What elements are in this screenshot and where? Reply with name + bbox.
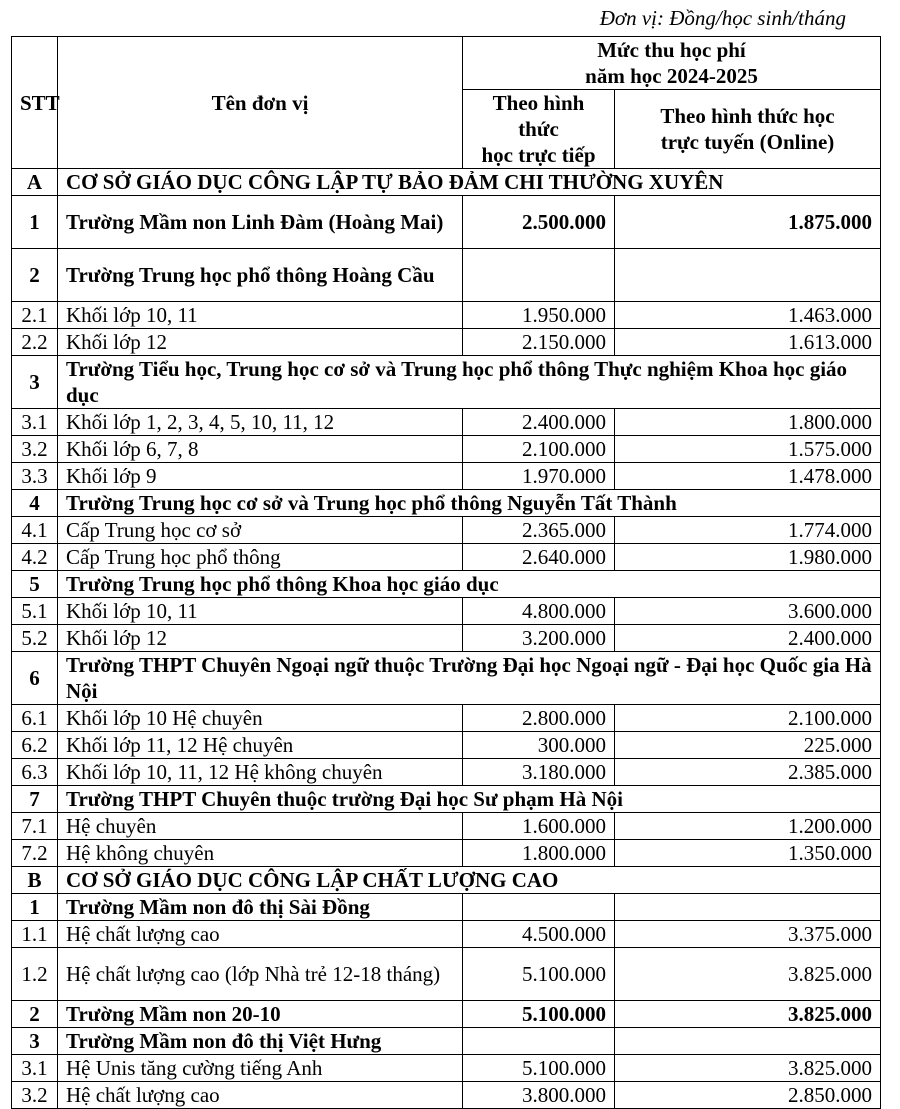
table-row [12, 409, 881, 436]
table-row [12, 625, 881, 652]
row-fee-online: 1.774.000 [615, 517, 881, 544]
row-stt: 4.2 [12, 544, 58, 571]
row-unit-name: Hệ chất lượng cao [58, 1082, 463, 1109]
row-stt: 6.3 [12, 759, 58, 786]
row-unit-name: Hệ chất lượng cao (lớp Nhà trẻ 12-18 tháng) [58, 948, 463, 1001]
row-stt: 3.1 [12, 1055, 58, 1082]
row-unit-name: Khối lớp 10, 11 [58, 302, 463, 329]
row-unit-name: Trường Mầm non Linh Đàm (Hoàng Mai) [58, 196, 463, 249]
row-fee-direct: 2.365.000 [463, 517, 615, 544]
row-stt: 2.1 [12, 302, 58, 329]
row-fee-online: 3.375.000 [615, 921, 881, 948]
row-fee-direct [463, 894, 615, 921]
table-row [12, 356, 881, 409]
table-row [12, 571, 881, 598]
row-unit-name: CƠ SỞ GIÁO DỤC CÔNG LẬP CHẤT LƯỢNG CAO [58, 867, 881, 894]
table-row [12, 196, 881, 249]
header-online-line2: trực tuyến (Online) [660, 130, 835, 154]
section-row [12, 867, 881, 894]
table-row [12, 652, 881, 705]
row-unit-name: Trường Mầm non đô thị Việt Hưng [58, 1028, 463, 1055]
row-stt: 7.2 [12, 840, 58, 867]
row-fee-direct: 3.200.000 [463, 625, 615, 652]
row-fee-online [615, 249, 881, 302]
row-stt: 1 [12, 894, 58, 921]
row-unit-name: Khối lớp 11, 12 Hệ chuyên [58, 732, 463, 759]
row-fee-direct: 2.400.000 [463, 409, 615, 436]
row-stt: 2 [12, 249, 58, 302]
row-unit-name: Khối lớp 10, 11 [58, 598, 463, 625]
header-fee-title-line2: năm học 2024-2025 [585, 64, 758, 88]
table-row [12, 813, 881, 840]
row-stt: 6.2 [12, 732, 58, 759]
row-fee-direct: 2.800.000 [463, 705, 615, 732]
header-fee-title-line1: Mức thu học phí [597, 38, 746, 62]
row-unit-name: Hệ chuyên [58, 813, 463, 840]
row-fee-online: 1.980.000 [615, 544, 881, 571]
row-stt: 1 [12, 196, 58, 249]
row-stt: 3.3 [12, 463, 58, 490]
row-fee-online: 1.350.000 [615, 840, 881, 867]
table-row [12, 436, 881, 463]
row-unit-name: Trường THPT Chuyên Ngoại ngữ thuộc Trường Đại học Ngoại ngữ - Đại học Quốc gia Hà Nội [58, 652, 881, 705]
table-row [12, 544, 881, 571]
table-row [12, 517, 881, 544]
row-stt: 1.1 [12, 921, 58, 948]
table-row [12, 329, 881, 356]
table-row [12, 840, 881, 867]
row-unit-name: Hệ chất lượng cao [58, 921, 463, 948]
row-fee-online: 1.613.000 [615, 329, 881, 356]
row-unit-name: Trường Trung học phổ thông Hoàng Cầu [58, 249, 463, 302]
row-fee-direct: 2.500.000 [463, 196, 615, 249]
table-row [12, 249, 881, 302]
header-direct-line2: học trực tiếp [481, 143, 596, 167]
unit-note: Đơn vị: Đồng/học sinh/tháng [599, 6, 846, 30]
row-stt: 3.2 [12, 1082, 58, 1109]
row-unit-name: Khối lớp 6, 7, 8 [58, 436, 463, 463]
row-stt: 4.1 [12, 517, 58, 544]
table-row [12, 759, 881, 786]
row-stt: 5.1 [12, 598, 58, 625]
row-stt: 2 [12, 1001, 58, 1028]
row-fee-online: 225.000 [615, 732, 881, 759]
row-fee-online: 1.575.000 [615, 436, 881, 463]
row-unit-name: Khối lớp 10, 11, 12 Hệ không chuyên [58, 759, 463, 786]
row-stt: 5 [12, 571, 58, 598]
row-fee-online: 3.600.000 [615, 598, 881, 625]
table-row [12, 732, 881, 759]
row-fee-direct: 3.800.000 [463, 1082, 615, 1109]
row-stt: A [12, 169, 58, 196]
table-row [12, 490, 881, 517]
header-online [615, 90, 881, 169]
table-body [12, 169, 881, 1109]
row-fee-direct: 300.000 [463, 732, 615, 759]
row-fee-online: 2.100.000 [615, 705, 881, 732]
table-row [12, 921, 881, 948]
row-fee-direct: 5.100.000 [463, 1055, 615, 1082]
header-fee-title [463, 37, 881, 90]
row-fee-online: 1.200.000 [615, 813, 881, 840]
row-fee-direct: 1.800.000 [463, 840, 615, 867]
row-unit-name: Trường Trung học cơ sở và Trung học phổ thông Nguyễn Tất Thành [58, 490, 881, 517]
row-fee-direct [463, 1028, 615, 1055]
header-online-line1: Theo hình thức học [660, 104, 835, 128]
row-stt: 1.2 [12, 948, 58, 1001]
row-stt: 7.1 [12, 813, 58, 840]
row-stt: 7 [12, 786, 58, 813]
row-stt: 3.1 [12, 409, 58, 436]
row-stt: 5.2 [12, 625, 58, 652]
header-direct-line1: Theo hình thức [492, 91, 585, 141]
row-unit-name: Khối lớp 1, 2, 3, 4, 5, 10, 11, 12 [58, 409, 463, 436]
row-fee-direct: 4.500.000 [463, 921, 615, 948]
table-row [12, 1082, 881, 1109]
table-row [12, 1028, 881, 1055]
row-stt: 6.1 [12, 705, 58, 732]
table-row [12, 463, 881, 490]
row-fee-direct: 2.640.000 [463, 544, 615, 571]
row-unit-name: Trường Trung học phổ thông Khoa học giáo dục [58, 571, 881, 598]
row-unit-name: Khối lớp 12 [58, 329, 463, 356]
row-fee-direct: 2.150.000 [463, 329, 615, 356]
row-stt: 4 [12, 490, 58, 517]
table-row [12, 1001, 881, 1028]
row-stt: 2.2 [12, 329, 58, 356]
row-fee-online: 2.385.000 [615, 759, 881, 786]
row-unit-name: Trường Mầm non đô thị Sài Đồng [58, 894, 463, 921]
table-row [12, 894, 881, 921]
row-unit-name: Trường Mầm non 20-10 [58, 1001, 463, 1028]
row-stt: 3.2 [12, 436, 58, 463]
header-direct [463, 90, 615, 169]
row-unit-name: Khối lớp 12 [58, 625, 463, 652]
table-row [12, 302, 881, 329]
table-row [12, 598, 881, 625]
row-unit-name: Cấp Trung học cơ sở [58, 517, 463, 544]
row-unit-name: CƠ SỞ GIÁO DỤC CÔNG LẬP TỰ BẢO ĐẢM CHI THƯỜNG XUYÊN [58, 169, 881, 196]
table-header [12, 37, 881, 169]
row-stt: 6 [12, 652, 58, 705]
row-fee-direct: 1.600.000 [463, 813, 615, 840]
section-row [12, 169, 881, 196]
row-fee-direct: 4.800.000 [463, 598, 615, 625]
row-fee-direct: 5.100.000 [463, 1001, 615, 1028]
row-fee-online: 2.850.000 [615, 1082, 881, 1109]
row-fee-online: 1.463.000 [615, 302, 881, 329]
row-unit-name: Trường THPT Chuyên thuộc trường Đại học Sư phạm Hà Nội [58, 786, 881, 813]
row-unit-name: Khối lớp 9 [58, 463, 463, 490]
row-unit-name: Hệ Unis tăng cường tiếng Anh [58, 1055, 463, 1082]
row-fee-direct: 5.100.000 [463, 948, 615, 1001]
table-row [12, 705, 881, 732]
row-unit-name: Trường Tiểu học, Trung học cơ sở và Trung học phổ thông Thực nghiệm Khoa học giáo dục [58, 356, 881, 409]
row-fee-online [615, 1028, 881, 1055]
row-unit-name: Hệ không chuyên [58, 840, 463, 867]
row-fee-direct: 1.970.000 [463, 463, 615, 490]
row-fee-online: 3.825.000 [615, 948, 881, 1001]
row-stt: B [12, 867, 58, 894]
row-fee-online: 3.825.000 [615, 1001, 881, 1028]
row-fee-direct: 3.180.000 [463, 759, 615, 786]
tuition-fee-table [11, 36, 881, 1109]
row-unit-name: Cấp Trung học phổ thông [58, 544, 463, 571]
table-row [12, 1055, 881, 1082]
row-fee-online: 1.875.000 [615, 196, 881, 249]
header-unit-name: Tên đơn vị [58, 37, 463, 169]
row-fee-online: 2.400.000 [615, 625, 881, 652]
row-fee-online: 1.478.000 [615, 463, 881, 490]
row-stt: 3 [12, 1028, 58, 1055]
row-fee-online: 1.800.000 [615, 409, 881, 436]
table-row [12, 948, 881, 1001]
row-fee-direct [463, 249, 615, 302]
row-fee-online: 3.825.000 [615, 1055, 881, 1082]
row-fee-online [615, 894, 881, 921]
row-fee-direct: 1.950.000 [463, 302, 615, 329]
header-stt: STT [12, 37, 58, 169]
row-stt: 3 [12, 356, 58, 409]
table-row [12, 786, 881, 813]
row-fee-direct: 2.100.000 [463, 436, 615, 463]
row-unit-name: Khối lớp 10 Hệ chuyên [58, 705, 463, 732]
